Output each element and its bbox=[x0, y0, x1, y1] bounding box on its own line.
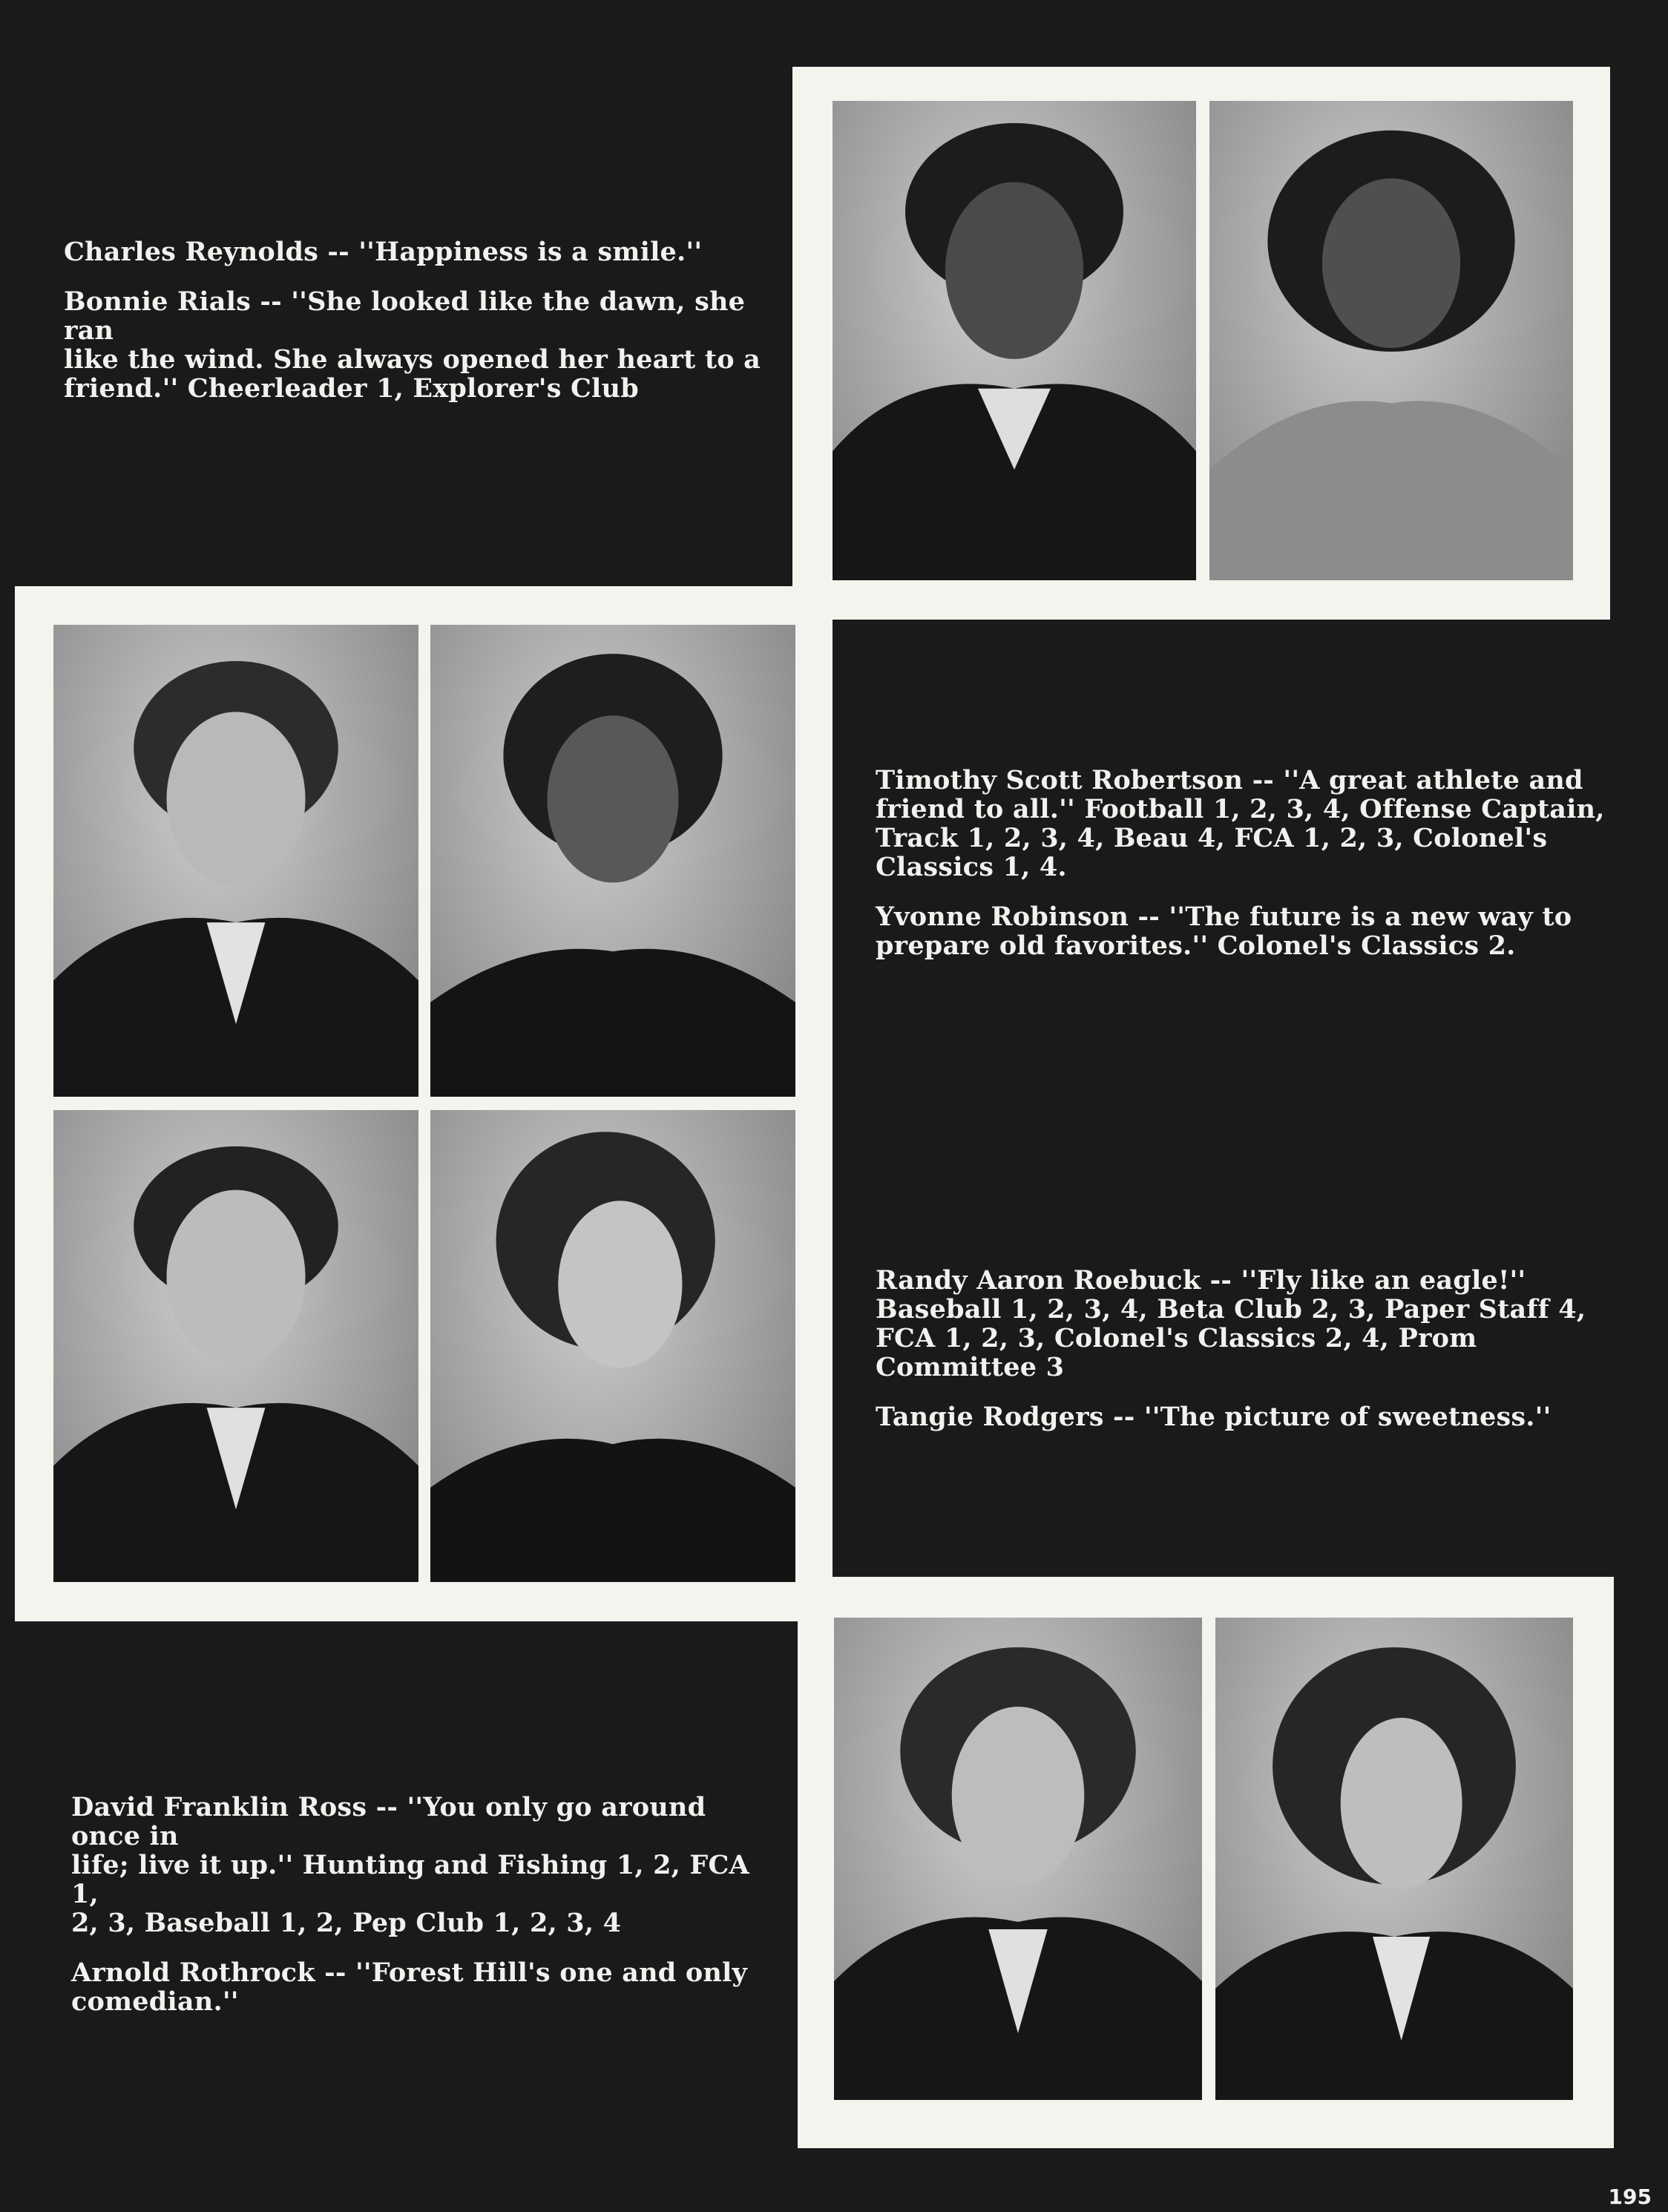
caption-arnold-rothrock: Arnold Rothrock -- ''Forest Hill's one and only comedian.'' bbox=[71, 1957, 748, 2017]
caption-bonnie-rials: Bonnie Rials -- ''She looked like the dawn, she ran like the wind. She always opened her heart to a friend.'' Cheerleader 1, Explorer's Club bbox=[64, 286, 761, 404]
caption-block-middle-lower bbox=[876, 1266, 1618, 1452]
page-number: 195 bbox=[1608, 2185, 1652, 2209]
dark-band-bottom bbox=[0, 2148, 1668, 2212]
portrait-david-franklin-ross bbox=[834, 1618, 1202, 2100]
portrait-yvonne-robinson bbox=[430, 625, 795, 1097]
dark-band-left-edge bbox=[0, 586, 15, 1625]
dark-band-bottom-right-edge bbox=[1614, 1577, 1668, 2212]
portrait-bonnie-rials bbox=[1209, 101, 1573, 580]
portrait-arnold-rothrock bbox=[1215, 1618, 1573, 2100]
caption-block-top bbox=[64, 237, 776, 424]
caption-yvonne-robinson: Yvonne Robinson -- ''The future is a new way to prepare old favorites.'' Colonel's Classics 2. bbox=[876, 902, 1572, 961]
caption-charles-reynolds: Charles Reynolds -- ''Happiness is a smile.'' bbox=[64, 237, 703, 267]
portrait-charles-reynolds bbox=[833, 101, 1196, 580]
portrait-randy-aaron-roebuck bbox=[53, 1110, 418, 1582]
portrait-timothy-scott-robertson bbox=[53, 625, 418, 1097]
dark-band-top-right-edge bbox=[1610, 0, 1668, 620]
caption-randy-aaron-roebuck: Randy Aaron Roebuck -- ''Fly like an eagle!'' Baseball 1, 2, 3, 4, Beta Club 2, 3, Paper Staff 4, FCA 1, 2, 3, Colonel's Classics 2, 4, Prom Committee 3 bbox=[876, 1265, 1586, 1382]
caption-timothy-scott-robertson: Timothy Scott Robertson -- ''A great athlete and friend to all.'' Football 1, 2, 3, 4, Offense Captain, Track 1, 2, 3, 4, Beau 4, FCA 1, 2, 3, Colonel's Classics 1, 4. bbox=[876, 765, 1605, 882]
caption-block-middle-upper bbox=[876, 766, 1618, 981]
portrait-tangie-rodgers bbox=[430, 1110, 795, 1582]
caption-block-bottom bbox=[71, 1793, 784, 2037]
caption-david-franklin-ross: David Franklin Ross -- ''You only go around once in life; live it up.'' Hunting and Fishing 1, 2, FCA 1, 2, 3, Baseball 1, 2, Pep Club 1, 2, 3, 4 bbox=[71, 1792, 749, 1938]
caption-tangie-rodgers: Tangie Rodgers -- ''The picture of sweetness.'' bbox=[876, 1402, 1552, 1432]
